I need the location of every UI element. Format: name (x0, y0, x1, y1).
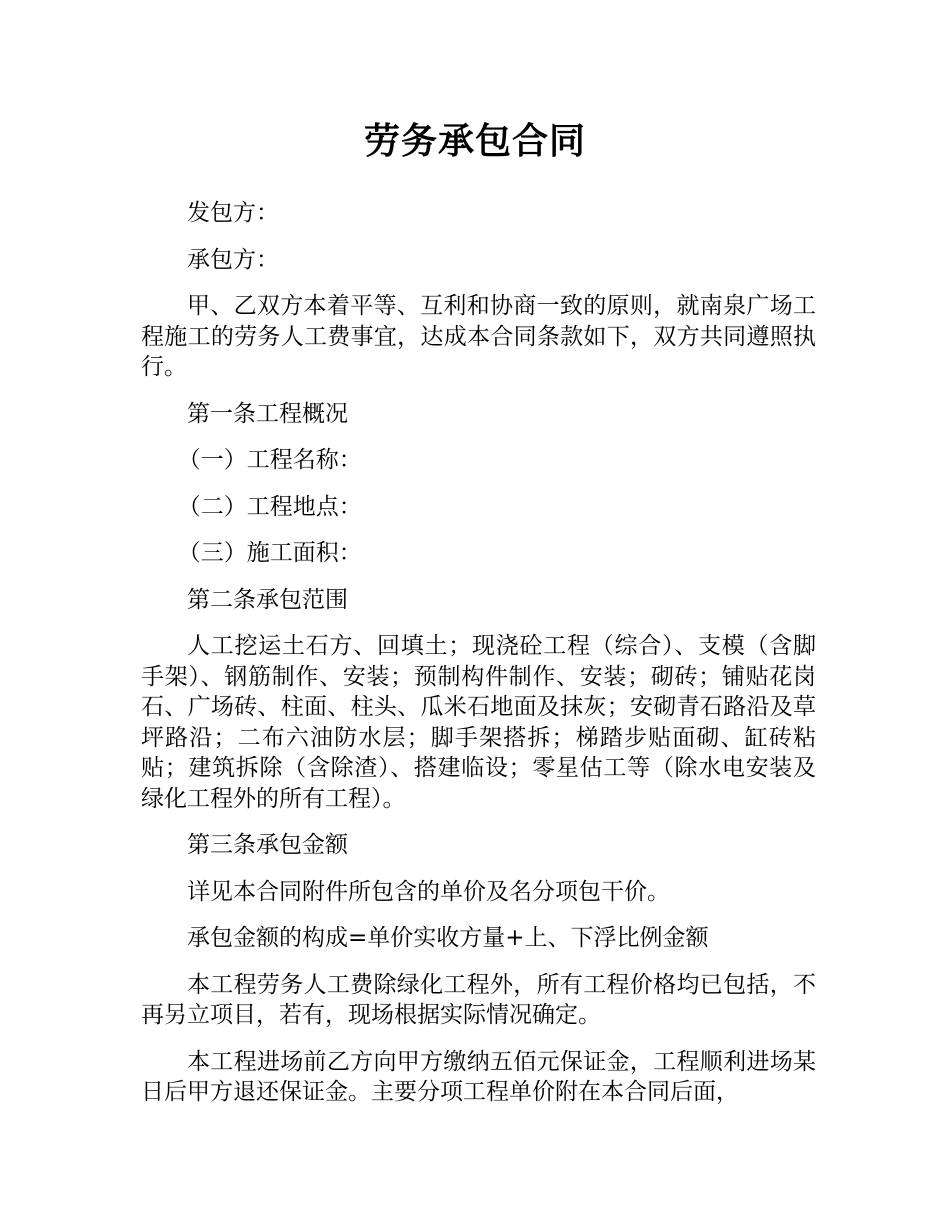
article-2-heading: 第二条承包范围 (187, 586, 348, 613)
party-b-line: 承包方： (187, 246, 279, 273)
project-location-line: （二）工程地点： (177, 493, 362, 520)
project-name-line: （一）工程名称： (177, 447, 362, 473)
article-1-heading: 第一条工程概况 (187, 400, 348, 427)
document-title: 劳务承包合同 (363, 121, 586, 162)
construction-area-line: （三）施工面积： (177, 540, 362, 566)
amount-detail-paragraph: 详见本合同附件所包含的单价及名分项包干价。 (187, 878, 670, 905)
document-body (141, 198, 816, 1124)
party-a-line: 发包方： (187, 200, 279, 226)
amount-formula-paragraph: 承包金额的构成=单价实收方量+上、下浮比例金额 (187, 925, 709, 951)
preamble-paragraph: 甲、乙双方本着平等、互利和协商一致的原则，就南泉广场工程施工的劳务人工费事宜，达成本合同条款如下，双方共同遵照执行。 (141, 293, 816, 380)
labor-cost-paragraph: 本工程劳务人工费除绿化工程外，所有工程价格均已包括，不再另立项目，若有，现场根据实际情况确定。 (141, 971, 816, 1028)
scope-paragraph: 人工挖运土石方、回填土；现浇砼工程（综合）、支模（含脚手架）、钢筋制作、安装；预制构件制作、安装；砌砖；铺贴花岗石、广场砖、柱面、柱头、瓜米石地面及抹灰；安砌青石路沿及草坪路沿；二布六油防水层；脚手架搭拆；梯踏步贴面砌、缸砖粘贴；建筑拆除（含除渣）、搭建临设；零星估工等（除水电安装及绿化工程外的所有工程）。 (141, 633, 816, 812)
article-3-heading: 第三条承包金额 (187, 832, 348, 858)
deposit-paragraph: 本工程进场前乙方向甲方缴纳五佰元保证金，工程顺利进场某日后甲方退还保证金。主要分项工程单价附在本合同后面， (141, 1048, 816, 1105)
